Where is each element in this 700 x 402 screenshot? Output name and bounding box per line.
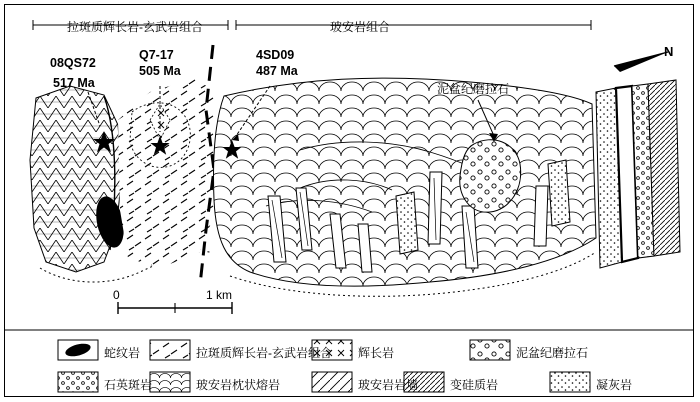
- scale-bar-left-label: 0: [113, 288, 120, 302]
- unit-boninite-pillow-lava: [213, 78, 596, 286]
- legend-label-quartz-porphyry: 石英斑岩: [104, 378, 153, 392]
- legend-swatch-tholeiitic: [150, 340, 190, 360]
- scale-bar-graphic: [118, 302, 232, 314]
- sample-q7-17-age: 505 Ma: [139, 64, 181, 78]
- legend-label-serpentinite: 蛇纹岩: [104, 346, 141, 360]
- legend-label-tuff: 凝灰岩: [596, 378, 633, 392]
- legend-swatch-molasse: [470, 340, 510, 360]
- legend-swatch-quartz-porphyry: [58, 372, 98, 392]
- legend-swatch-tuff: [550, 372, 590, 392]
- bracket-right: [236, 20, 591, 30]
- sample-q7-17-name: Q7-17: [139, 48, 174, 62]
- sample-4sd09-name: 4SD09: [256, 48, 295, 62]
- legend-label-tholeiitic: 拉斑质辉长岩-玄武岩组合: [196, 346, 332, 360]
- unit-metasilicic-right: [648, 80, 680, 256]
- legend-label-boninite-pillow: 玻安岩枕状熔岩: [196, 378, 281, 392]
- legend-swatch-pillow: [150, 372, 190, 392]
- annotation-molasse-label: 泥盆纪磨拉石: [437, 82, 510, 96]
- scale-bar-right-label: 1 km: [206, 288, 233, 302]
- legend-swatch-boninite-dyke: [312, 372, 352, 392]
- legend-label-metasilicic: 变硅质岩: [450, 378, 499, 392]
- legend-label-boninite-dyke: 玻安岩岩墙: [358, 378, 419, 392]
- legend-label-gabbro: 辉长岩: [358, 346, 395, 360]
- north-arrow-graphic: [614, 52, 668, 72]
- sample-4sd09-age: 487 Ma: [256, 64, 298, 78]
- sample-08qs72-age: 517 Ma: [53, 76, 95, 90]
- bracket-right-label: 玻安岩组合: [330, 20, 391, 34]
- unit-tholeiitic-gabbro-basalt: [118, 78, 218, 268]
- legend-label-molasse: 泥盆纪磨拉石: [516, 346, 589, 360]
- sample-08qs72-name: 08QS72: [50, 56, 96, 70]
- bracket-left-label: 拉斑质辉长岩-玄武岩组合: [67, 20, 203, 34]
- north-arrow-label: N: [664, 44, 674, 59]
